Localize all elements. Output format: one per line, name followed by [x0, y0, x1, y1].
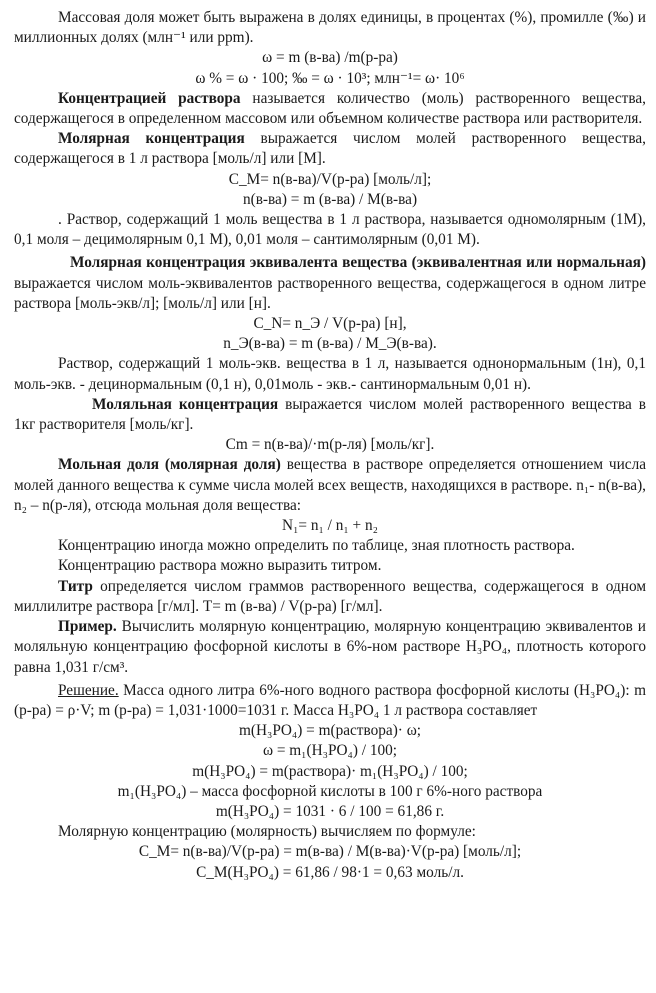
- paragraph-solution-concentration: Концентрацией раствора называется количество (моль) растворенного вещества, содержащегося в определенном массовом или объемном количестве раствора или растворителя.: [14, 89, 646, 128]
- formula-percent-permille: ω % = ω · 100; ‰ = ω · 10³; млн⁻¹= ω· 10⁶: [195, 69, 465, 87]
- paragraph-titer: Титр определяется числом граммов растворенного вещества, содержащегося в одном миллилитре раствора [г/мл]. T= m (в-ва) / V(р-ра) [г/мл].: [14, 577, 646, 615]
- term-molal-concentration: Моляльная концентрация: [92, 395, 279, 413]
- term-molar-concentration: Молярная концентрация: [58, 130, 245, 148]
- term-mole-fraction: Мольная доля (молярная доля): [58, 456, 281, 474]
- formula-normal-concentration: C_N= n_Э / V(р-ра) [н],: [253, 315, 407, 333]
- formula-molarity: C_M= n(в-ва)/V(р-ра) = m(в-ва) / M(в-ва)·V(р-ра) [моль/л];: [138, 843, 522, 861]
- formula-mole-fraction: N₁= n₁ / n₁ + n₂: [282, 517, 378, 535]
- paragraph-density-table: Концентрацию иногда можно определить по таблице, зная плотность раствора.: [58, 537, 575, 555]
- paragraph-molal-concentration: Моляльная концентрация выражается числом молей растворенного вещества в 1кг растворителя [моль/кг].: [14, 395, 646, 434]
- paragraph-example: Пример. Вычислить молярную концентрацию, молярную концентрацию эквивалентов и моляльную концентрацию фосфорной кислоты в 6%-ном растворе H₃PO₄, плотность которого равна 1,031 г/см³.: [14, 618, 646, 676]
- paragraph-solution: Решение. Масса одного литра 6%-ного водного раствора фосфорной кислоты (H₃PO₄): m (р-ра) = ρ·V; m (р-ра) = 1,031·1000=1031 г. Масса H₃PO₄ 1 л раствора составляет: [14, 681, 646, 719]
- term-solution-concentration: Концентрацией раствора: [58, 89, 241, 107]
- paragraph-mass-fraction: Массовая доля может быть выражена в долях единицы, в процентах (%), промилле (‰) и миллионных долях (млн⁻¹ или ppm).: [14, 9, 646, 47]
- paragraph-mole-fraction: Мольная доля (молярная доля) вещества в растворе определяется отношением числа молей данного вещества к сумме числа молей всех веществ, находящихся в растворе. n₁- n(в-ва), n₂ – n(р-ля), отсюда мольная доля вещества:: [14, 456, 647, 514]
- paragraph-titer-intro: Концентрацию раствора можно выразить титром.: [58, 557, 382, 575]
- paragraph-normal-solutions: Раствор, содержащий 1 моль-экв. вещества в 1 л, называется однонормальным (1н), 0,1 моль-экв. - децинормальным (0,1 н), 0,01моль - экв.- сантинормальным 0,01 н).: [14, 355, 646, 393]
- formula-molar-concentration: C_M= n(в-ва)/V(р-ра) [моль/л];: [228, 170, 432, 188]
- paragraph-molarity-intro: Молярную концентрацию (молярность) вычисляем по формуле:: [58, 823, 476, 841]
- term-solution: Решение.: [58, 681, 119, 699]
- term-titer: Титр: [58, 577, 93, 595]
- formula-mass-fraction: ω = m (в-ва) /m(р-ра): [262, 49, 398, 67]
- formula-omega: ω = m₁(H₃PO₄) / 100;: [262, 742, 398, 760]
- formula-acid-mass-result: m(H₃PO₄) = 1031 · 6 / 100 = 61,86 г.: [215, 802, 445, 820]
- formula-acid-mass: m(H₃PO₄) = m(раствора)· ω;: [238, 722, 422, 740]
- paragraph-molar-concentration: Молярная концентрация выражается числом молей растворенного вещества, содержащегося в 1 л раствора [моль/л] или [М].: [14, 130, 646, 168]
- paragraph-normal-concentration: Молярная концентрация эквивалента вещества (эквивалентная или нормальная) выражается числом моль-эквивалентов растворенного вещества, содержащегося в одном литре раствора [моль-экв/л]; [моль/л] или [н].: [14, 254, 646, 312]
- formula-molal-concentration: Cm = n(в-ва)/·m(р-ля) [моль/кг].: [225, 436, 435, 454]
- formula-molarity-result: C_M(H₃PO₄) = 61,86 / 98·1 = 0,63 моль/л.: [196, 863, 464, 881]
- paragraph-molar-solutions: . Раствор, содержащий 1 моль вещества в 1 л раствора, называется одномолярным (1М), 0,1 моля – децимолярным 0,1 М), 0,01 моля – сантимолярным (0,01 М).: [14, 211, 646, 249]
- formula-moles: n(в-ва) = m (в-ва) / M(в-ва): [242, 190, 418, 208]
- formula-acid-mass-note: m₁(H₃PO₄) – масса фосфорной кислоты в 100 г 6%-ного раствора: [117, 782, 543, 800]
- term-normal-concentration: Молярная концентрация эквивалента вещества (эквивалентная или нормальная): [70, 254, 646, 272]
- formula-equivalent-moles: n_Э(в-ва) = m (в-ва) / M_Э(в-ва).: [223, 335, 437, 353]
- term-example: Пример.: [58, 618, 117, 636]
- formula-acid-mass-2: m(H₃PO₄) = m(раствора)· m₁(H₃PO₄) / 100;: [192, 762, 468, 780]
